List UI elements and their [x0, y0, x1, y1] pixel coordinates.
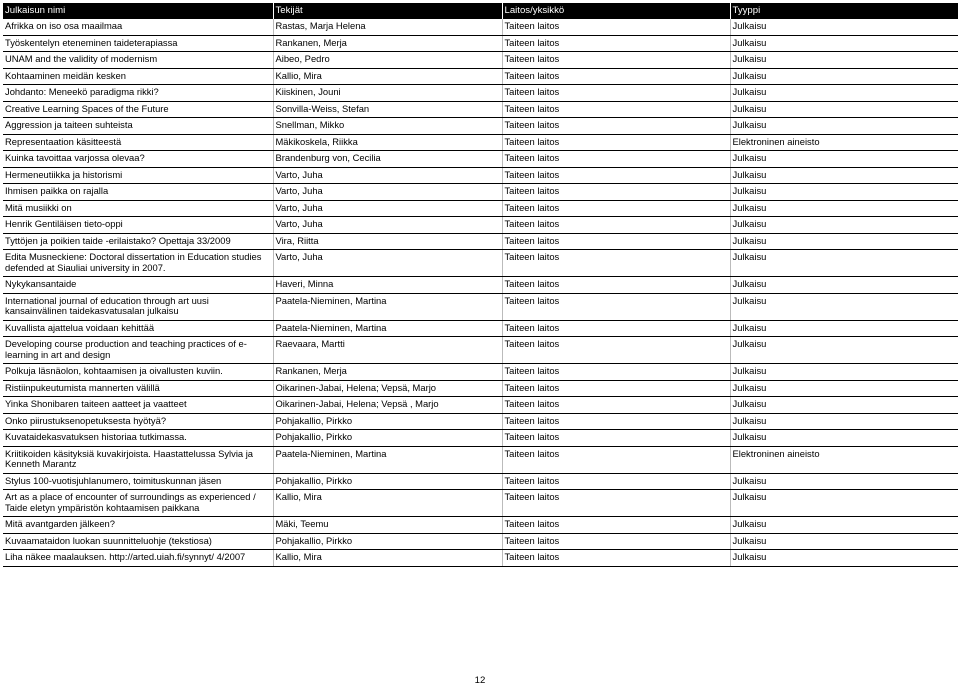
cell-type: Elektroninen aineisto — [730, 446, 958, 473]
cell-type: Julkaisu — [730, 217, 958, 234]
cell-department: Taiteen laitos — [502, 550, 730, 567]
cell-type: Julkaisu — [730, 490, 958, 517]
cell-department: Taiteen laitos — [502, 250, 730, 277]
cell-title: Stylus 100-vuotisjuhlanumero, toimituskunnan jäsen — [3, 473, 273, 490]
cell-type: Julkaisu — [730, 85, 958, 102]
cell-authors: Paatela-Nieminen, Martina — [273, 446, 502, 473]
table-row — [3, 85, 958, 102]
column-header-type: Tyyppi — [730, 3, 958, 19]
table-row — [3, 337, 958, 364]
cell-authors: Kiiskinen, Jouni — [273, 85, 502, 102]
cell-authors: Kallio, Mira — [273, 68, 502, 85]
table-row — [3, 430, 958, 447]
table-row — [3, 134, 958, 151]
cell-title: Onko piirustuksenopetuksesta hyötyä? — [3, 413, 273, 430]
cell-type: Julkaisu — [730, 337, 958, 364]
cell-title: Nykykansantaide — [3, 277, 273, 294]
cell-authors: Vira, Riitta — [273, 233, 502, 250]
cell-type: Julkaisu — [730, 101, 958, 118]
cell-type: Julkaisu — [730, 184, 958, 201]
cell-authors: Aibeo, Pedro — [273, 52, 502, 69]
table-row — [3, 52, 958, 69]
cell-department: Taiteen laitos — [502, 217, 730, 234]
cell-department: Taiteen laitos — [502, 68, 730, 85]
cell-type: Julkaisu — [730, 68, 958, 85]
cell-title: Creative Learning Spaces of the Future — [3, 101, 273, 118]
table-row — [3, 413, 958, 430]
table-row — [3, 101, 958, 118]
cell-type: Julkaisu — [730, 250, 958, 277]
table-row — [3, 200, 958, 217]
table-row — [3, 364, 958, 381]
cell-title: Developing course production and teaching practices of e-learning in art and design — [3, 337, 273, 364]
cell-type: Julkaisu — [730, 533, 958, 550]
cell-department: Taiteen laitos — [502, 413, 730, 430]
table-body — [3, 19, 958, 566]
table-row — [3, 217, 958, 234]
table-row — [3, 167, 958, 184]
cell-type: Julkaisu — [730, 233, 958, 250]
cell-department: Taiteen laitos — [502, 151, 730, 168]
table-row — [3, 233, 958, 250]
cell-authors: Rankanen, Merja — [273, 35, 502, 52]
cell-title: Henrik Gentiläisen tieto-oppi — [3, 217, 273, 234]
cell-authors: Sonvilla-Weiss, Stefan — [273, 101, 502, 118]
cell-authors: Varto, Juha — [273, 200, 502, 217]
table-row — [3, 68, 958, 85]
table-row — [3, 473, 958, 490]
cell-department: Taiteen laitos — [502, 35, 730, 52]
cell-title: UNAM and the validity of modernism — [3, 52, 273, 69]
cell-department: Taiteen laitos — [502, 167, 730, 184]
cell-title: International journal of education through art uusi kansainvälinen taidekasvatusalan julkaisu — [3, 293, 273, 320]
cell-type: Julkaisu — [730, 52, 958, 69]
column-header-department: Laitos/yksikkö — [502, 3, 730, 19]
cell-department: Taiteen laitos — [502, 200, 730, 217]
cell-department: Taiteen laitos — [502, 446, 730, 473]
table-row — [3, 380, 958, 397]
table-row — [3, 250, 958, 277]
cell-title: Kriitikoiden käsityksiä kuvakirjoista. Haastattelussa Sylvia ja Kenneth Marantz — [3, 446, 273, 473]
table-row — [3, 184, 958, 201]
cell-authors: Paatela-Nieminen, Martina — [273, 293, 502, 320]
cell-department: Taiteen laitos — [502, 233, 730, 250]
cell-authors: Varto, Juha — [273, 184, 502, 201]
page-number: 12 — [474, 675, 486, 686]
cell-title: Mitä avantgarden jälkeen? — [3, 517, 273, 534]
cell-authors: Brandenburg von, Cecilia — [273, 151, 502, 168]
cell-authors: Pohjakallio, Pirkko — [273, 473, 502, 490]
cell-title: Aggression ja taiteen suhteista — [3, 118, 273, 135]
cell-department: Taiteen laitos — [502, 101, 730, 118]
cell-type: Julkaisu — [730, 320, 958, 337]
cell-title: Kuvallista ajattelua voidaan kehittää — [3, 320, 273, 337]
table-row — [3, 35, 958, 52]
table-row — [3, 397, 958, 414]
cell-authors: Mäkikoskela, Riikka — [273, 134, 502, 151]
cell-title: Työskentelyn eteneminen taideterapiassa — [3, 35, 273, 52]
cell-department: Taiteen laitos — [502, 134, 730, 151]
cell-authors: Oikarinen-Jabai, Helena; Vepsä , Marjo — [273, 397, 502, 414]
cell-authors: Varto, Juha — [273, 167, 502, 184]
cell-type: Julkaisu — [730, 293, 958, 320]
cell-title: Yinka Shonibaren taiteen aatteet ja vaatteet — [3, 397, 273, 414]
cell-type: Julkaisu — [730, 473, 958, 490]
cell-title: Mitä musiikki on — [3, 200, 273, 217]
column-header-title: Julkaisun nimi — [3, 3, 273, 19]
cell-department: Taiteen laitos — [502, 52, 730, 69]
cell-type: Julkaisu — [730, 430, 958, 447]
table-header-row — [3, 3, 958, 19]
cell-department: Taiteen laitos — [502, 473, 730, 490]
cell-department: Taiteen laitos — [502, 517, 730, 534]
cell-title: Art as a place of encounter of surroundings as experienced / Taide eletyn ympäristön kohtaamisen paikkana — [3, 490, 273, 517]
cell-department: Taiteen laitos — [502, 490, 730, 517]
cell-authors: Oikarinen-Jabai, Helena; Vepsä, Marjo — [273, 380, 502, 397]
cell-type: Julkaisu — [730, 118, 958, 135]
cell-authors: Raevaara, Martti — [273, 337, 502, 364]
cell-authors: Mäki, Teemu — [273, 517, 502, 534]
cell-authors: Kallio, Mira — [273, 550, 502, 567]
cell-department: Taiteen laitos — [502, 533, 730, 550]
cell-department: Taiteen laitos — [502, 184, 730, 201]
table-row — [3, 19, 958, 35]
cell-department: Taiteen laitos — [502, 397, 730, 414]
cell-title: Hermeneutiikka ja historismi — [3, 167, 273, 184]
cell-authors: Varto, Juha — [273, 217, 502, 234]
table-row — [3, 517, 958, 534]
cell-authors: Varto, Juha — [273, 250, 502, 277]
cell-type: Julkaisu — [730, 151, 958, 168]
cell-department: Taiteen laitos — [502, 380, 730, 397]
cell-title: Ristiinpukeutumista mannerten välillä — [3, 380, 273, 397]
column-header-authors: Tekijät — [273, 3, 502, 19]
cell-title: Representaation käsitteestä — [3, 134, 273, 151]
cell-title: Afrikka on iso osa maailmaa — [3, 19, 273, 35]
cell-title: Kuvaamataidon luokan suunnitteluohje (tekstiosa) — [3, 533, 273, 550]
cell-type: Julkaisu — [730, 200, 958, 217]
cell-department: Taiteen laitos — [502, 337, 730, 364]
cell-authors: Pohjakallio, Pirkko — [273, 413, 502, 430]
cell-type: Julkaisu — [730, 35, 958, 52]
cell-department: Taiteen laitos — [502, 364, 730, 381]
cell-department: Taiteen laitos — [502, 19, 730, 35]
table-row — [3, 293, 958, 320]
cell-title: Johdanto: Meneekö paradigma rikki? — [3, 85, 273, 102]
cell-authors: Rankanen, Merja — [273, 364, 502, 381]
publications-table — [3, 3, 958, 567]
cell-department: Taiteen laitos — [502, 118, 730, 135]
cell-type: Julkaisu — [730, 550, 958, 567]
cell-title: Tyttöjen ja poikien taide -erilaistako? Opettaja 33/2009 — [3, 233, 273, 250]
cell-title: Kuinka tavoittaa varjossa olevaa? — [3, 151, 273, 168]
cell-authors: Rastas, Marja Helena — [273, 19, 502, 35]
table-row — [3, 490, 958, 517]
cell-type: Julkaisu — [730, 380, 958, 397]
cell-department: Taiteen laitos — [502, 320, 730, 337]
cell-department: Taiteen laitos — [502, 430, 730, 447]
cell-authors: Pohjakallio, Pirkko — [273, 430, 502, 447]
cell-department: Taiteen laitos — [502, 293, 730, 320]
cell-department: Taiteen laitos — [502, 277, 730, 294]
cell-title: Kohtaaminen meidän kesken — [3, 68, 273, 85]
cell-title: Edita Musneckiene: Doctoral dissertation in Education studies defended at Siauliai university in 2007. — [3, 250, 273, 277]
cell-authors: Pohjakallio, Pirkko — [273, 533, 502, 550]
cell-authors: Haveri, Minna — [273, 277, 502, 294]
cell-authors: Kallio, Mira — [273, 490, 502, 517]
table-row — [3, 550, 958, 567]
cell-authors: Snellman, Mikko — [273, 118, 502, 135]
cell-title: Polkuja läsnäolon, kohtaamisen ja oivallusten kuviin. — [3, 364, 273, 381]
table-row — [3, 118, 958, 135]
cell-department: Taiteen laitos — [502, 85, 730, 102]
cell-type: Julkaisu — [730, 397, 958, 414]
cell-authors: Paatela-Nieminen, Martina — [273, 320, 502, 337]
table-row — [3, 533, 958, 550]
table-row — [3, 320, 958, 337]
cell-title: Ihmisen paikka on rajalla — [3, 184, 273, 201]
cell-type: Elektroninen aineisto — [730, 134, 958, 151]
table-row — [3, 277, 958, 294]
cell-type: Julkaisu — [730, 413, 958, 430]
table-row — [3, 446, 958, 473]
table-row — [3, 151, 958, 168]
cell-type: Julkaisu — [730, 167, 958, 184]
cell-type: Julkaisu — [730, 19, 958, 35]
cell-type: Julkaisu — [730, 277, 958, 294]
cell-type: Julkaisu — [730, 517, 958, 534]
cell-title: Kuvataidekasvatuksen historiaa tutkimassa. — [3, 430, 273, 447]
cell-title: Liha näkee maalauksen. http://arted.uiah.fi/synnyt/ 4/2007 — [3, 550, 273, 567]
cell-type: Julkaisu — [730, 364, 958, 381]
